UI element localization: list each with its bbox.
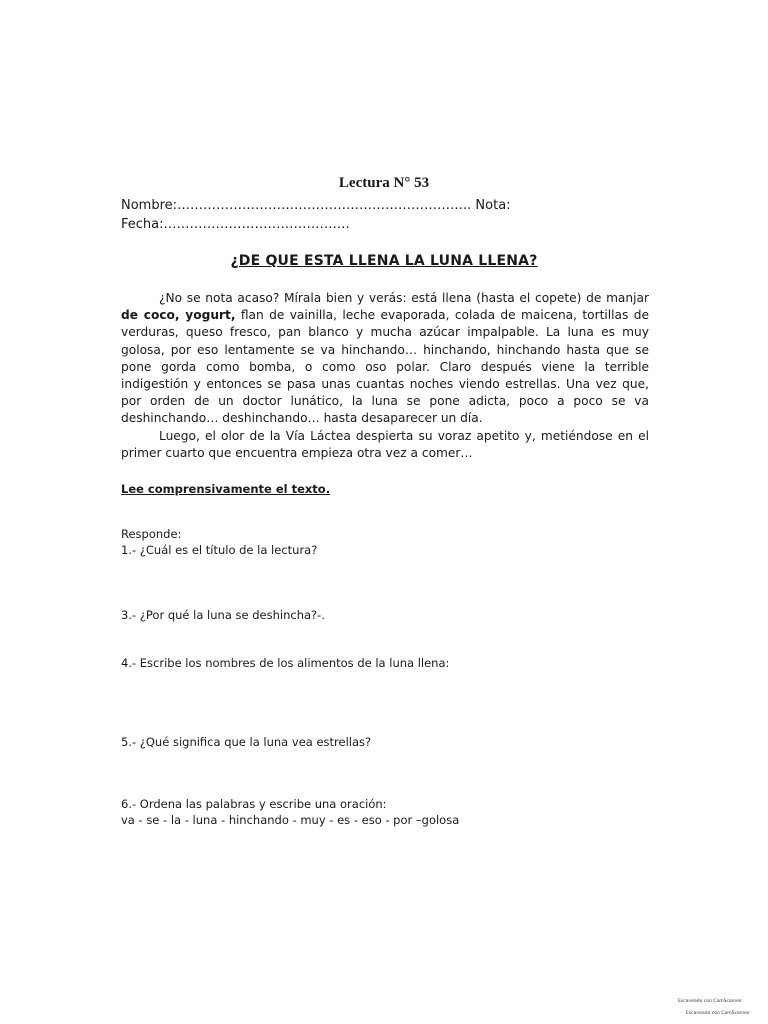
paragraph-1-part-1: ¿No se nota acaso? Mírala bien y verás: está llena (hasta el copete) de manjar [159, 291, 649, 305]
word-order-list: va - se - la - luna - hinchando - muy - es - eso - por –golosa [121, 813, 460, 827]
instruction-text: Lee comprensivamente el texto. [121, 482, 331, 496]
question-5: 5.- ¿Qué significa que la luna vea estrellas? [121, 735, 372, 749]
paragraph-1-part-2: flan de vainilla, leche evaporada, colada de maicena, tortillas de verduras, queso fresco, pan blanco y mucha azúcar impalpable. La luna es muy golosa, por eso lentamente se va hinchando… hinchando, hinchando hasta que se pone gorda como bomba, o como oso polar. Claro después viene la terrible indigestión y entonces se pasa unas cuantas noches viendo estrellas. Una vez que, por orden de un doctor lunático, la luna se pone adicta, poco a poco se va deshinchando… deshinchando… hasta desaparecer un día. [121, 308, 649, 426]
scanner-watermark: Escaneado con CamScanner [685, 1011, 750, 1016]
question-1: 1.- ¿Cuál es el título de la lectura? [121, 543, 318, 557]
question-3: 3.- ¿Por qué la luna se deshincha?-. [121, 608, 325, 622]
reading-heading: ¿DE QUE ESTA LLENA LA LUNA LLENA? [230, 253, 538, 269]
lectura-number-title: Lectura N° 53 [338, 175, 430, 191]
fecha-line: Fecha:……………………………………. [121, 217, 350, 232]
responde-label: Responde: [121, 527, 182, 541]
scanner-watermark: Escaneado con CamScanner [677, 999, 742, 1004]
reading-paragraph-2: Luego, el olor de la Vía Láctea despierta su voraz apetito y, metiéndose en el primer cuarto que encuentra empieza otra vez a comer… [121, 428, 649, 460]
question-4: 4.- Escribe los nombres de los alimentos de la luna llena: [121, 656, 450, 670]
nombre-nota-line: Nombre:………………………………………………………….. Nota: [121, 198, 511, 213]
reading-body [121, 290, 649, 462]
question-6: 6.- Ordena las palabras y escribe una oración: [121, 797, 387, 811]
reading-paragraph-1 [121, 290, 649, 428]
paragraph-1-bold: de coco, yogurt, [121, 308, 236, 323]
